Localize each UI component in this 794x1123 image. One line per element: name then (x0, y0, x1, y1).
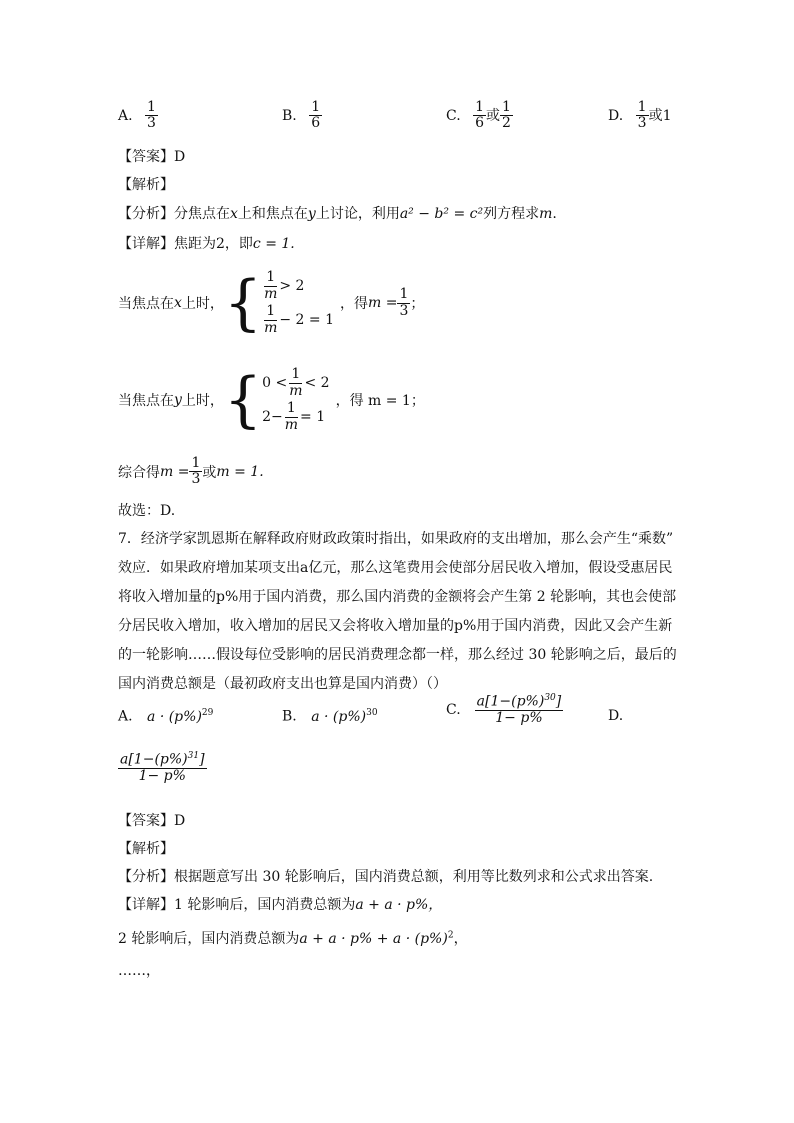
fraction: $\frac{1}{3}$ (191, 455, 201, 488)
var-m: m (539, 206, 553, 222)
eq (262, 269, 334, 303)
q6-case-x (118, 262, 424, 344)
option-label: B. (282, 107, 297, 124)
option-label: D. (608, 107, 624, 124)
text: 当焦点在 (118, 393, 174, 409)
text: 综合得 (118, 464, 160, 481)
option-label: B. (282, 708, 297, 725)
q6-option-b (282, 100, 322, 132)
eq (262, 303, 334, 337)
text: 上时， (181, 296, 224, 312)
text: . (552, 206, 557, 222)
q7-xiangjie (118, 894, 442, 914)
q7-round2 (118, 928, 468, 948)
option-label: C. (446, 702, 461, 719)
option-label: A. (118, 107, 133, 124)
q7-option-c (446, 694, 563, 726)
text: ； (410, 296, 425, 312)
text: > 2 (279, 278, 305, 294)
q6-option-c (446, 100, 513, 132)
exponent: 29 (201, 708, 214, 718)
fraction: $\frac{a[1-(p\%)^{30}]}{1- p\%}$ (476, 693, 562, 727)
text: − 2 = 1 (279, 312, 335, 328)
text: ，得 m = 1； (335, 393, 425, 409)
q7-line: 7．经济学家凯恩斯在解释政府财政政策时指出，如果政府的支出增加，那么会产生“乘数” (118, 531, 674, 547)
or-word: 或 (648, 107, 663, 124)
text: 【详解】焦距为2，即 (118, 236, 253, 252)
q6-option-a (118, 100, 158, 132)
q7-answer: 【答案】D (118, 813, 186, 829)
system (262, 269, 334, 337)
q7-option-d-label: D. (608, 708, 624, 724)
q7-option-a (118, 708, 213, 725)
formula: a + a · p% + a · (p%) (299, 931, 448, 947)
formula: m = (160, 463, 190, 480)
fraction: $\frac{1}{3}$ (399, 286, 409, 319)
fraction: $\frac{1}{6}$ (311, 99, 321, 132)
eq (262, 366, 329, 400)
var-x: x (174, 295, 182, 311)
exponent: 2 (447, 930, 454, 941)
option-label: C. (446, 107, 461, 124)
or-word: 或 (486, 107, 501, 124)
q7-line: 将收入增加量的p%用于国内消费，那么国内消费的金额将会产生第 2 轮影响，其也会使部 (118, 589, 677, 605)
q7-line: 的一轮影响……假设每位受影响的居民消费理念都一样，那么经过 30 轮影响之后，最后的 (118, 647, 677, 663)
q7-line: 效应．如果政府增加某项支出a亿元，那么这笔费用会使部分居民收入增加，假设受惠居民 (118, 560, 673, 576)
formula: a² − b² = c² (399, 206, 484, 222)
fraction: $\frac{1}{6}$ (475, 99, 485, 132)
q7-line: 国内消费总额是（最初政府支出也算是国内消费）（） (118, 676, 447, 692)
var-y: y (174, 392, 182, 408)
text: 上和焦点在 (237, 206, 308, 222)
text: ， (453, 931, 468, 947)
brace: { (223, 268, 263, 338)
q7-line: 分居民收入增加，收入增加的居民又会将收入增加量的p%用于国内消费，因此又会产生新 (118, 618, 673, 634)
option-label: A. (118, 708, 133, 725)
q6-fenxi (118, 203, 557, 223)
fraction: $\frac{1}{3}$ (637, 99, 647, 132)
fraction: $\frac{a[1-(p\%)^{31}]}{1- p\%}$ (120, 751, 205, 785)
brace: { (223, 365, 263, 435)
q6-option-d (608, 100, 671, 132)
text: = 1 (300, 409, 326, 425)
fraction: $\frac{1}{2}$ (502, 99, 511, 132)
text: 当焦点在 (118, 296, 174, 312)
fraction: $\frac{1}{m}$ (264, 303, 278, 336)
q7-ellipsis: ……， (118, 963, 160, 979)
formula: m = 1. (216, 463, 264, 480)
text: 2 轮影响后，国内消费总额为 (118, 931, 300, 947)
q7-option-b (282, 708, 378, 725)
formula: a · (p%) (147, 708, 202, 725)
formula: a + a · p%， (355, 897, 443, 913)
text: 列方程求 (483, 206, 540, 222)
text: 上讨论，利用 (315, 206, 400, 222)
fraction: $\frac{1}{m}$ (264, 269, 278, 302)
text: 【详解】1 轮影响后，国内消费总额为 (118, 897, 356, 913)
text: 【分析】分焦点在 (118, 206, 230, 222)
formula: c = 1. (252, 236, 295, 252)
q6-summary (118, 456, 264, 488)
text: 或 (202, 464, 217, 481)
text: 上时， (181, 393, 224, 409)
formula: a · (p%) (311, 708, 367, 725)
q6-choose: 故选：D. (118, 503, 176, 519)
eq (262, 400, 329, 434)
var-y: y (307, 206, 316, 222)
q6-answer: 【答案】D (118, 149, 186, 165)
q7-fenxi: 【分析】根据题意写出 30 轮影响后，国内消费总额，利用等比数列求和公式求出答案. (118, 869, 654, 885)
q7-analysis-title: 【解析】 (118, 841, 174, 857)
text: < 2 (304, 375, 330, 391)
fraction: $\frac{1}{m}$ (289, 366, 303, 399)
q6-analysis-title: 【解析】 (118, 177, 174, 193)
text: ，得 (340, 296, 369, 312)
q6-case-y (118, 358, 425, 442)
text: 2− (262, 409, 283, 425)
system (262, 366, 329, 434)
q6-xiangjie (118, 233, 295, 253)
option-tail: 1 (662, 107, 672, 124)
formula: m = (368, 295, 398, 311)
fraction: $\frac{1}{m}$ (284, 400, 299, 433)
var-x: x (230, 206, 238, 222)
q7-option-d (118, 752, 207, 784)
fraction: $\frac{1}{3}$ (147, 99, 156, 132)
exponent: 30 (366, 708, 378, 718)
text: 0 < (262, 375, 288, 391)
